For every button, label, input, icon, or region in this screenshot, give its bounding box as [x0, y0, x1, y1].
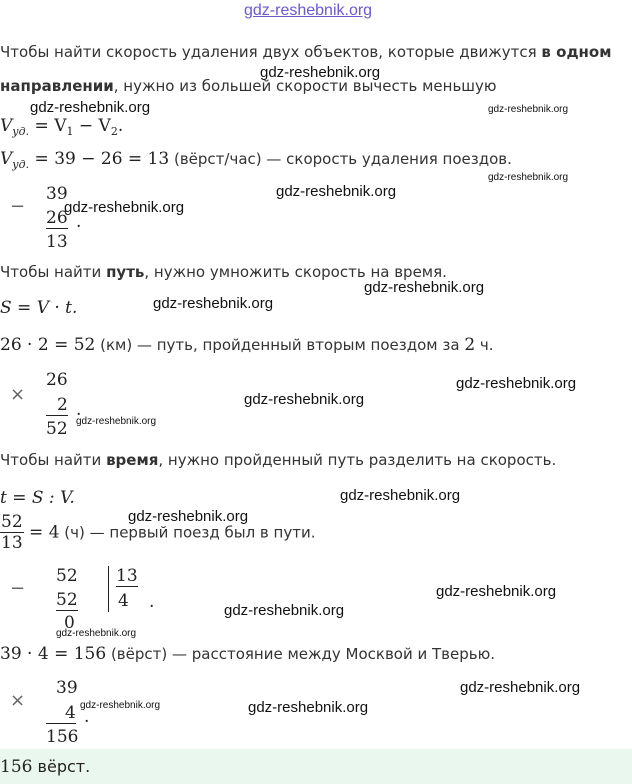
difference: 13	[46, 232, 68, 252]
watermark: gdz-reshebnik.org	[260, 64, 381, 81]
remainder: 0	[64, 613, 75, 633]
speed-intro-text: Чтобы найти скорость удаления двух объектов, которые движутся	[0, 43, 542, 61]
watermark: gdz-reshebnik.org	[76, 416, 157, 427]
path-intro: Чтобы найти путь, нужно умножить скорость на время.	[0, 263, 447, 281]
period: .	[84, 707, 90, 727]
time-intro: Чтобы найти время, нужно пройденный путь разделить на скорость.	[0, 451, 557, 469]
watermark: gdz-reshebnik.org	[30, 99, 151, 116]
watermark: gdz-reshebnik.org	[56, 628, 137, 639]
subtrahend: 26	[46, 208, 68, 228]
speed-calculation: $V_{уд.} = 39 - 26 = 13$ (вёрст/час) — скорость удаления поездов.	[0, 149, 512, 171]
multiplication-sign: ×	[10, 690, 26, 711]
product: 52	[46, 419, 68, 439]
watermark: gdz-reshebnik.org	[460, 679, 581, 696]
period: .	[76, 400, 82, 420]
subtraction-sign: −	[10, 196, 26, 217]
distance-calculation: 39 · 4 = 156 (вёрст) — расстояние между Москвой и Тверью.	[0, 644, 495, 664]
path-calculation: 26 · 2 = 52 (км) — путь, пройденный вторым поездом за 2 ч.	[0, 335, 494, 355]
watermark: gdz-reshebnik.org	[128, 508, 249, 525]
product: 156	[46, 727, 79, 747]
quotient: 4	[118, 591, 129, 611]
path-formula: S = V · t.	[0, 298, 78, 318]
period: .	[149, 592, 155, 612]
watermark: gdz-reshebnik.org	[364, 279, 485, 296]
time-formula: t = S : V.	[0, 488, 75, 508]
watermark: gdz-reshebnik.org	[436, 583, 557, 600]
watermark: gdz-reshebnik.org	[64, 199, 185, 216]
product-subtracted: 52	[56, 590, 78, 610]
watermark: gdz-reshebnik.org	[244, 391, 365, 408]
watermark: gdz-reshebnik.org	[340, 487, 461, 504]
watermark: gdz-reshebnik.org	[488, 104, 569, 115]
watermark: gdz-reshebnik.org	[80, 700, 161, 711]
watermark: gdz-reshebnik.org	[224, 602, 345, 619]
watermark: gdz-reshebnik.org	[248, 699, 369, 716]
division-bar	[108, 566, 109, 612]
subtraction-sign: −	[10, 578, 26, 599]
fraction: $\frac{52}{13}$	[1, 512, 23, 553]
multiplier: 2	[46, 395, 68, 416]
speed-intro-line1	[0, 43, 612, 61]
watermark: gdz-reshebnik.org	[456, 375, 577, 392]
minuend: 39	[46, 184, 68, 204]
answer-box	[0, 749, 632, 784]
divisor: 13	[116, 566, 138, 586]
dividend: 52	[56, 566, 78, 586]
period: .	[76, 212, 82, 232]
speed-formula: $V_{уд.} = V_1 - V_2$.	[0, 116, 124, 138]
watermark: gdz-reshebnik.org	[276, 183, 397, 200]
watermark: gdz-reshebnik.org	[153, 295, 274, 312]
multiplicand: 26	[46, 370, 68, 390]
speed-intro-bold: в одном	[541, 43, 612, 61]
speed-intro-text2: , нужно из большей скорости вычесть меньшую	[113, 77, 497, 95]
watermark-top[interactable]: gdz-reshebnik.org	[244, 2, 373, 19]
time-calculation: $\frac{52}{13}$ = 4 (ч) — первый поезд был в пути.	[1, 512, 316, 553]
answer: 156 вёрст.	[0, 757, 91, 777]
speed-intro-bold2: направлении	[0, 77, 114, 95]
multiplicand: 39	[56, 678, 78, 698]
multiplication-sign: ×	[10, 384, 26, 405]
speed-intro-line2	[0, 77, 497, 95]
multiplier: 4	[46, 703, 76, 724]
watermark: gdz-reshebnik.org	[488, 172, 569, 183]
